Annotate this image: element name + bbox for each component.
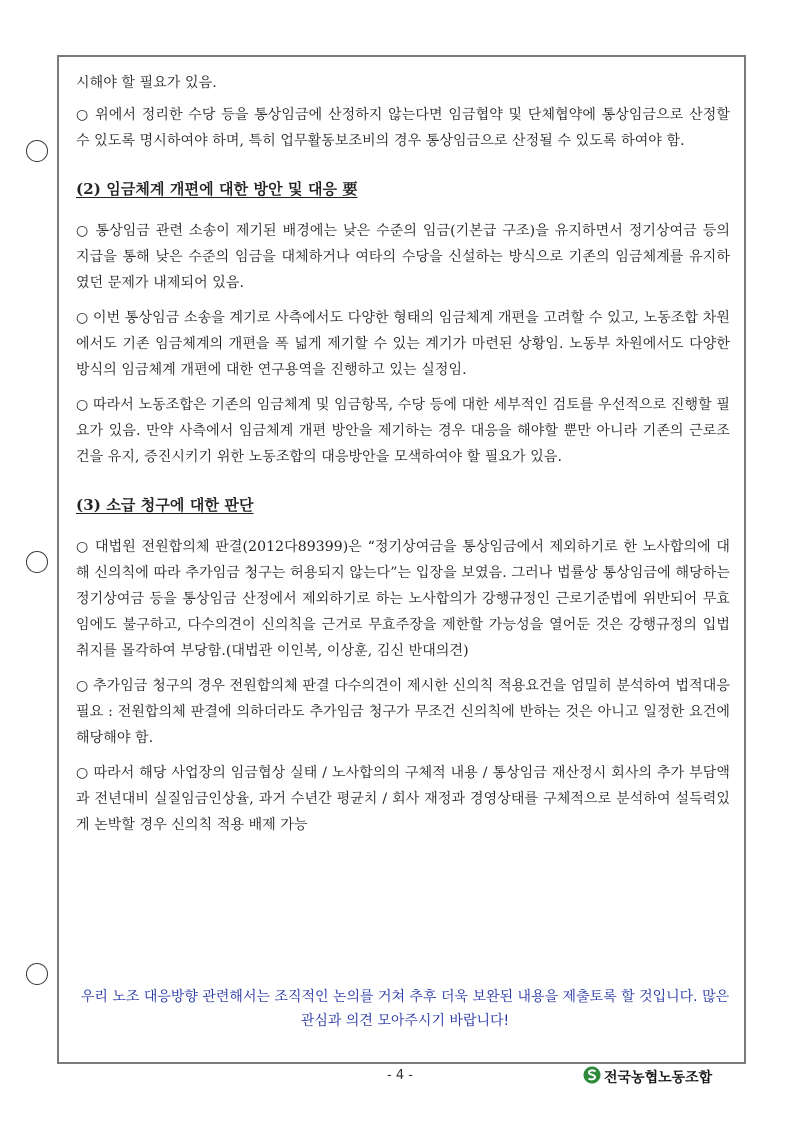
binder-hole-icon bbox=[26, 551, 48, 573]
section-heading: (2) 임금체계 개편에 대한 방안 및 대응 要 bbox=[76, 180, 358, 198]
page-number: - 4 - bbox=[387, 1068, 413, 1083]
union-logo-icon bbox=[583, 1066, 604, 1088]
binder-hole-icon bbox=[26, 140, 48, 162]
document-body bbox=[76, 70, 730, 847]
paragraph-bullet: ○ 위에서 정리한 수당 등을 통상임금에 산정하지 않는다면 임금협약 및 단체협약에 통상임금으로 산정할 수 있도록 명시하여야 하며, 특히 업무활동보조비의 경우 통상임금으로 산정될 수 있도록 하여야 함. bbox=[76, 107, 730, 149]
paragraph-bullet: ○ 따라서 해당 사업장의 임금협상 실태 / 노사합의의 구체적 내용 / 통상임금 재산정시 회사의 추가 부담액과 전년대비 실질임금인상율, 과거 수년간 평균치 / 회사 재정과 경영상태를 구체적으로 분석하여 설득력있게 논박할 경우 신의칙 적용 배제 가능 bbox=[76, 765, 730, 833]
paragraph-bullet: ○ 따라서 노동조합은 기존의 임금체계 및 임금항목, 수당 등에 대한 세부적인 검토를 우선적으로 진행할 필요가 있음. 만약 사측에서 임금체계 개편 방안을 제기하는 경우 대응을 해야할 뿐만 아니라 기존의 근로조건을 유지, 증진시키기 위한 노동조합의 대응방안을 모색하여야 할 필요가 있음. bbox=[76, 397, 730, 465]
footer-logo bbox=[583, 1066, 712, 1088]
binder-hole-icon bbox=[26, 963, 48, 985]
closing-message: 우리 노조 대응방향 관련해서는 조직적인 논의를 거쳐 추후 더욱 보완된 내용을 제출토록 할 것입니다. 많은 관심과 의견 모아주시기 바랍니다! bbox=[80, 989, 730, 1029]
continued-paragraph: 시해야 할 필요가 있음. bbox=[76, 75, 217, 91]
org-name: 전국농협노동조합 bbox=[604, 1070, 713, 1086]
section-heading: (3) 소급 청구에 대한 판단 bbox=[76, 496, 254, 514]
paragraph-bullet: ○ 통상임금 관련 소송이 제기된 배경에는 낮은 수준의 임금(기본급 구조)을 유지하면서 정기상여금 등의 지급을 통해 낮은 수준의 임금을 대체하거나 여타의 수당을 신설하는 방식으로 기존의 임금체계를 유지하였던 문제가 내제되어 있음. bbox=[76, 223, 730, 291]
paragraph-bullet: ○ 대법원 전원합의체 판결(2012다89399)은 “정기상여금을 통상임금에서 제외하기로 한 노사합의에 대해 신의칙에 따라 추가임금 청구는 허용되지 않는다”는 입장을 보였음. 그러나 법률상 통상임금에 해당하는 정기상여금 등을 통상임금 산정에서 제외하기로 하는 노사합의가 강행규정인 근로기준법에 위반되어 무효임에도 불구하고, 다수의견이 신의칙을 근거로 무효주장을 제한할 가능성을 열어둔 것은 강행규정의 입법취지를 몰각하여 부당함.(대법관 이인복, 이상훈, 김신 반대의견) bbox=[76, 539, 730, 659]
paragraph-bullet: ○ 추가임금 청구의 경우 전원합의체 판결 다수의견이 제시한 신의칙 적용요건을 엄밀히 분석하여 법적대응 필요 : 전원합의체 판결에 의하더라도 추가임금 청구가 무조건 신의칙에 반하는 것은 아니고 일정한 요건에 해당해야 함. bbox=[76, 678, 730, 746]
paragraph-bullet: ○ 이번 통상임금 소송을 계기로 사측에서도 다양한 형태의 임금체계 개편을 고려할 수 있고, 노동조합 차원에서도 기존 임금체계의 개편을 폭 넓게 제기할 수 있는 계기가 마련된 상황임. 노동부 차원에서도 다양한 방식의 임금체계 개편에 대한 연구용역을 진행하고 있는 실정임. bbox=[76, 310, 730, 378]
